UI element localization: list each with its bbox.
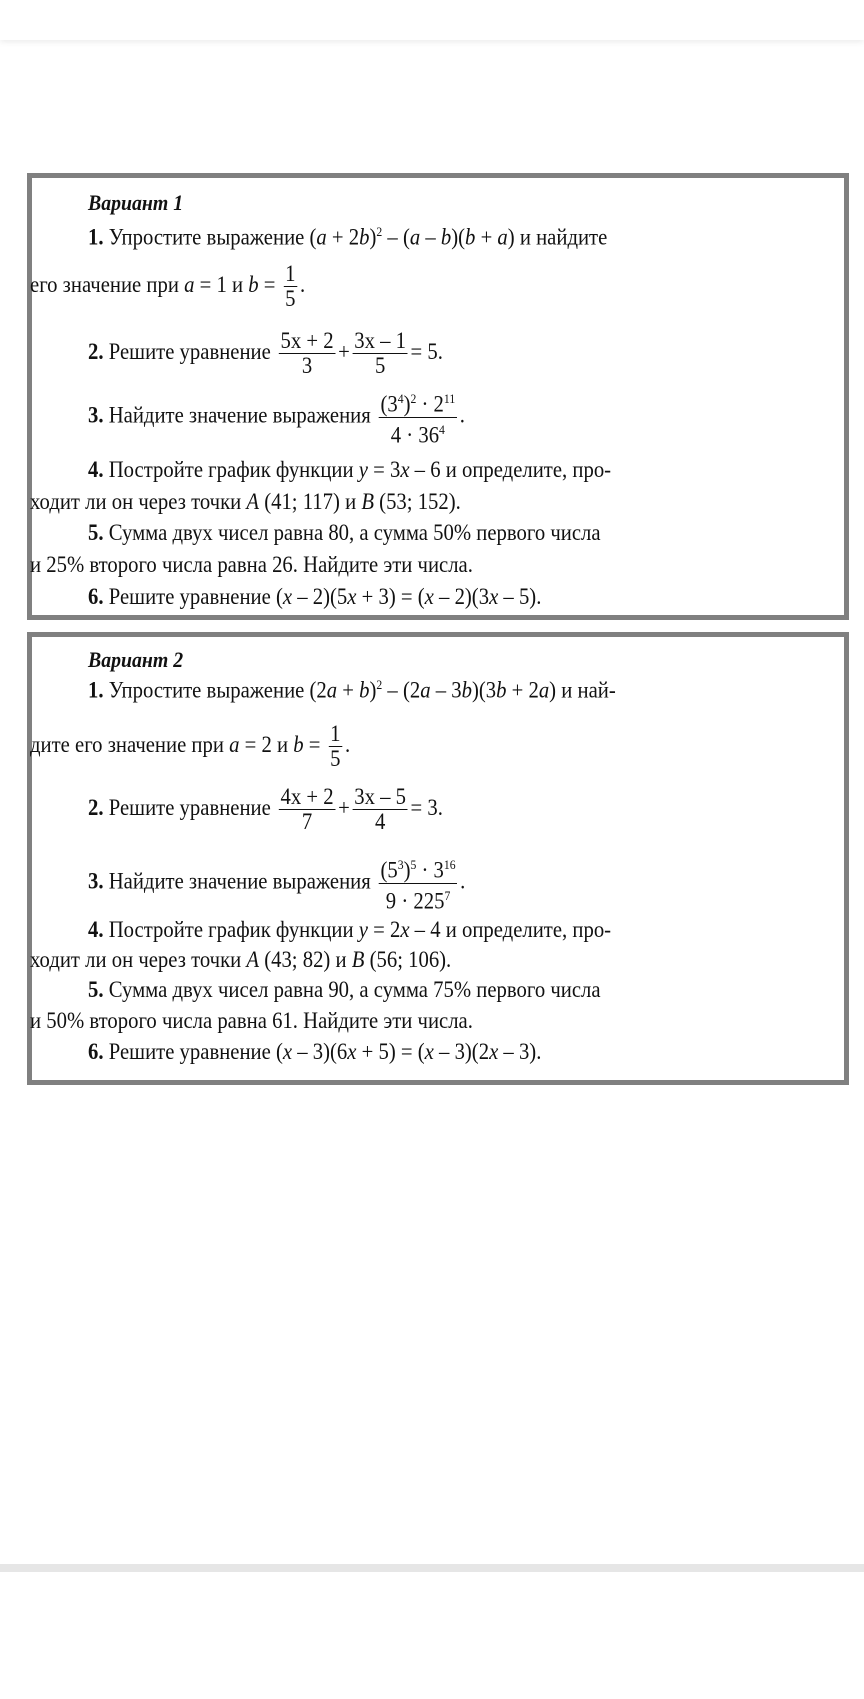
text-fragment: – 5). — [498, 584, 542, 609]
text-fragment: Постройте график функции — [103, 917, 359, 942]
text-fragment: + 2 — [326, 224, 360, 250]
text-fragment: Найдите значение выражения — [103, 402, 371, 428]
text-fragment: B — [361, 489, 374, 514]
text-fragment: 6. — [88, 584, 104, 609]
text-fragment: 3 — [397, 857, 404, 872]
text-fragment: – 4 и определите, про- — [409, 917, 612, 942]
text-fragment: 7 — [301, 809, 313, 834]
text-fragment: 2 — [410, 391, 417, 406]
text-fragment: x — [282, 584, 293, 609]
text-fragment: 9 · 225 — [385, 888, 445, 914]
text-fragment: = — [258, 271, 281, 297]
text-fragment: 5 — [374, 353, 386, 378]
text-fragment: . — [459, 402, 465, 428]
task-line — [88, 1039, 541, 1065]
top-bar — [0, 0, 864, 40]
text-fragment: x — [400, 457, 410, 482]
text-fragment: = 5. — [410, 338, 443, 364]
text-fragment: Упростите выражение (2 — [103, 677, 327, 703]
text-fragment: 4x + 2 — [280, 784, 334, 809]
text-fragment: – 3)(6 — [292, 1039, 348, 1064]
text-fragment: · 3 — [416, 857, 444, 883]
text-fragment: 4. — [88, 457, 104, 482]
text-fragment: – 2)(3 — [433, 584, 490, 609]
v2-task-box — [27, 632, 849, 1085]
text-fragment: 6. — [88, 1039, 104, 1064]
text-fragment: 3x – 5 — [354, 784, 407, 809]
fraction — [279, 785, 336, 834]
text-fragment: (5 — [380, 857, 398, 883]
text-fragment: + — [337, 677, 360, 703]
text-fragment: – 3)(2 — [433, 1039, 490, 1064]
task-line — [88, 190, 183, 216]
text-fragment: его значение при — [30, 271, 185, 297]
text-fragment: b — [465, 224, 476, 250]
task-line — [88, 387, 465, 447]
text-fragment: = 1 и — [194, 271, 249, 297]
text-fragment: (43; 82) и — [259, 947, 352, 972]
text-fragment: Постройте график функции — [103, 457, 359, 482]
text-fragment: . — [300, 271, 306, 297]
text-fragment: 5 — [410, 857, 417, 872]
text-fragment: B — [351, 947, 365, 972]
text-fragment: – 6 и определите, про- — [409, 457, 612, 482]
text-fragment: 1. — [88, 224, 104, 250]
text-fragment: 1 — [285, 261, 296, 286]
text-fragment: x — [400, 917, 410, 942]
text-fragment: 5 — [330, 746, 341, 771]
text-fragment: Упростите выражение ( — [103, 224, 317, 250]
text-fragment: b — [496, 677, 507, 703]
text-fragment: x — [347, 1039, 357, 1064]
text-fragment: = — [303, 731, 326, 757]
text-fragment: )(3 — [471, 677, 497, 703]
text-fragment: b — [461, 677, 472, 703]
text-fragment: (3 — [380, 391, 398, 417]
task-line — [88, 917, 611, 943]
text-fragment: – 3 — [430, 677, 462, 703]
text-fragment: + 3) = ( — [356, 584, 425, 609]
fraction — [279, 329, 336, 378]
bottom-divider — [0, 1564, 864, 1572]
text-fragment: 4 — [439, 421, 445, 437]
text-fragment: b — [248, 271, 259, 297]
text-fragment: ходит ли он через точки — [30, 947, 247, 972]
text-fragment: 3x – 1 — [354, 328, 407, 353]
text-fragment: = 2 — [367, 917, 401, 942]
text-fragment: = 3 — [367, 457, 401, 482]
text-fragment: x — [347, 584, 357, 609]
text-fragment: (41; 117) и — [259, 489, 362, 514]
text-fragment: ) — [369, 224, 377, 250]
task-line — [88, 785, 443, 834]
text-fragment: Решите уравнение — [103, 338, 271, 364]
fraction — [328, 722, 342, 771]
text-fragment: a — [497, 224, 508, 250]
text-fragment: 4. — [88, 917, 104, 942]
text-fragment: b — [359, 224, 370, 250]
text-fragment: 2 — [376, 677, 383, 692]
text-fragment: + — [338, 338, 350, 364]
fraction — [352, 785, 407, 834]
text-fragment: Найдите значение выражения — [103, 868, 371, 894]
text-fragment: 7 — [444, 887, 451, 903]
text-fragment: y — [358, 917, 368, 942]
text-fragment: A — [246, 947, 260, 972]
text-fragment: ) — [369, 677, 377, 703]
text-fragment: a — [420, 677, 431, 703]
text-fragment: ) и найдите — [507, 224, 608, 250]
text-fragment: 4 — [397, 391, 404, 406]
text-fragment: – 2)(5 — [292, 584, 348, 609]
text-fragment: 2. — [88, 338, 104, 364]
text-fragment: · 2 — [416, 391, 444, 417]
task-line — [88, 329, 443, 378]
variant-title: Вариант 1 — [88, 190, 184, 215]
task-line — [30, 552, 473, 578]
text-fragment: 3. — [88, 402, 104, 428]
text-fragment: + — [338, 794, 350, 820]
fraction — [283, 262, 297, 311]
task-line — [88, 457, 611, 483]
text-fragment: x — [489, 1039, 499, 1064]
text-fragment: )( — [451, 224, 466, 250]
text-fragment: дите его значение при — [30, 731, 230, 757]
text-fragment: ) — [403, 857, 411, 883]
text-fragment: . — [345, 731, 351, 757]
text-fragment: Сумма двух чисел равна 80, а сумма 50% первого числа — [103, 520, 601, 545]
text-fragment: . — [460, 868, 466, 894]
text-fragment: – 3). — [498, 1039, 542, 1064]
text-fragment: Решите уравнение ( — [103, 584, 283, 609]
text-fragment: a — [229, 731, 240, 757]
text-fragment: – — [420, 224, 441, 250]
variant-title: Вариант 2 — [88, 647, 184, 672]
text-fragment: x — [282, 1039, 293, 1064]
text-fragment: + 2 — [506, 677, 539, 703]
task-line — [30, 489, 461, 515]
text-fragment: b — [359, 677, 370, 703]
task-line — [88, 677, 616, 704]
text-fragment: b — [440, 224, 452, 250]
text-fragment: A — [246, 489, 260, 514]
fraction — [379, 387, 457, 447]
text-fragment: x — [424, 1039, 434, 1064]
text-fragment: ) и най- — [549, 677, 616, 703]
text-fragment: 1 — [330, 721, 341, 746]
text-fragment: Решите уравнение — [103, 794, 271, 820]
text-fragment: 3. — [88, 868, 104, 894]
text-fragment: 11 — [443, 391, 456, 406]
v1-task-box — [27, 173, 849, 620]
text-fragment: a — [538, 677, 550, 703]
task-line — [30, 722, 350, 771]
task-line — [88, 977, 601, 1003]
text-fragment: + — [475, 224, 498, 250]
text-fragment: Сумма двух чисел равна 90, а сумма 75% первого числа — [103, 977, 601, 1002]
text-fragment: a — [316, 224, 327, 250]
task-line — [30, 1008, 473, 1034]
text-fragment: 5x + 2 — [280, 328, 334, 353]
text-fragment: Решите уравнение ( — [103, 1039, 283, 1064]
text-fragment: 5. — [88, 520, 104, 545]
text-fragment: + 5) = ( — [356, 1039, 425, 1064]
task-line — [88, 853, 465, 913]
text-fragment: x — [489, 584, 499, 609]
text-fragment: a — [184, 271, 195, 297]
text-fragment: 1. — [88, 677, 104, 703]
text-fragment: 5. — [88, 977, 104, 1002]
text-fragment: и 25% второго числа равна 26. Найдите эти числа. — [30, 552, 473, 577]
text-fragment: (56; 106). — [364, 947, 452, 972]
text-fragment: = 2 и — [239, 731, 294, 757]
text-fragment: x — [424, 584, 434, 609]
task-line — [88, 584, 541, 610]
text-fragment: = 3. — [410, 794, 443, 820]
text-fragment: 3 — [301, 353, 313, 378]
text-fragment: ) — [403, 391, 411, 417]
text-fragment: 16 — [443, 857, 456, 872]
text-fragment: y — [358, 457, 368, 482]
task-line — [88, 224, 607, 251]
text-fragment: 4 · 36 — [390, 422, 440, 448]
task-line — [30, 947, 451, 973]
text-fragment: b — [293, 731, 304, 757]
text-fragment: – ( — [382, 224, 410, 250]
text-fragment: – (2 — [382, 677, 421, 703]
text-fragment: ходит ли он через точки — [30, 489, 247, 514]
task-line — [30, 262, 305, 311]
text-fragment: 2 — [376, 224, 383, 239]
text-fragment: a — [409, 224, 421, 250]
text-fragment: 2. — [88, 794, 104, 820]
fraction — [379, 853, 458, 913]
text-fragment: (53; 152). — [373, 489, 461, 514]
text-fragment: 5 — [285, 286, 296, 311]
text-fragment: 4 — [374, 809, 386, 834]
fraction — [352, 329, 407, 378]
text-fragment: a — [326, 677, 338, 703]
task-line — [88, 647, 183, 673]
task-line — [88, 520, 601, 546]
text-fragment: и 50% второго числа равна 61. Найдите эти числа. — [30, 1008, 473, 1033]
